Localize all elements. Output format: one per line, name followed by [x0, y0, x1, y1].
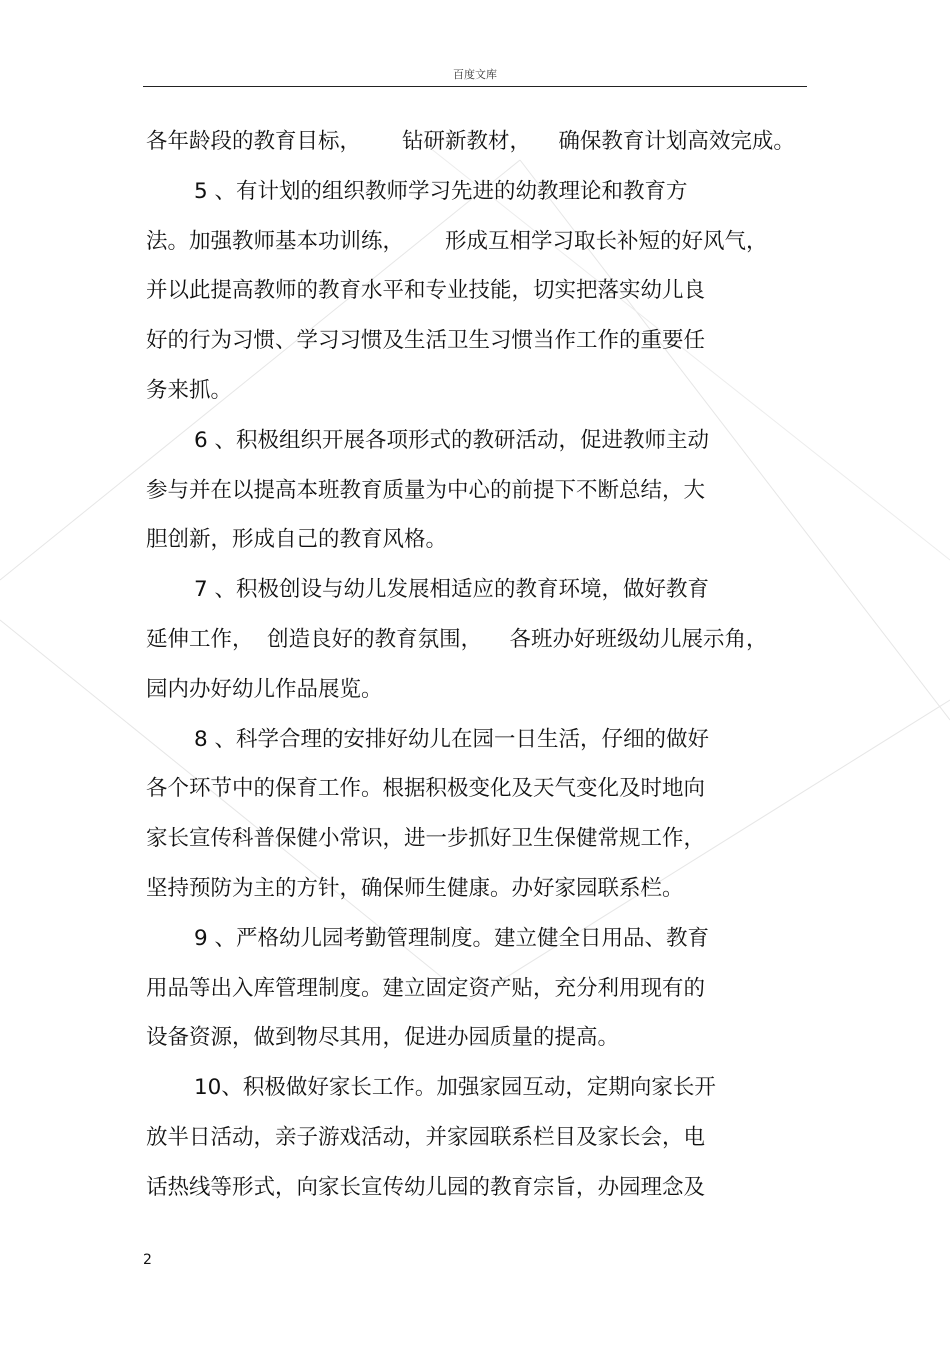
text-line: 放半日活动，亲子游戏活动，并家园联系栏目及家长会，电 — [146, 1125, 706, 1150]
text-line: 5 、有计划的组织教师学习先进的幼教理论和教育方 — [194, 179, 688, 204]
text-line: 延伸工作， 创造良好的教育氛围， 各班办好班级幼儿展示角， — [146, 627, 768, 652]
header-title: 百度文库 — [453, 68, 497, 81]
text-line: 园内办好幼儿作品展览。 — [146, 677, 383, 702]
text-line: 坚持预防为主的方针，确保师生健康。办好家园联系栏。 — [146, 876, 684, 901]
page-number: 2 — [143, 1252, 152, 1268]
text-line: 各年龄段的教育目标， 钻研新教材， 确保教育计划高效完成。 — [146, 129, 795, 154]
text-line: 法。加强教师基本功训练， 形成互相学习取长补短的好风气， — [146, 229, 768, 254]
text-line: 话热线等形式，向家长宣传幼儿园的教育宗旨，办园理念及 — [146, 1175, 706, 1200]
text-line: 7 、积极创设与幼儿发展相适应的教育环境，做好教育 — [194, 577, 710, 602]
text-line: 胆创新，形成自己的教育风格。 — [146, 527, 448, 552]
text-line: 9 、严格幼儿园考勤管理制度。建立健全日用品、教育 — [194, 926, 710, 951]
text-line: 8 、科学合理的安排好幼儿在园一日生活，仔细的做好 — [194, 727, 710, 752]
text-line: 参与并在以提高本班教育质量为中心的前提下不断总结，大 — [146, 478, 706, 503]
text-line: 好的行为习惯、学习习惯及生活卫生习惯当作工作的重要任 — [146, 328, 706, 353]
text-line: 家长宣传科普保健小常识，进一步抓好卫生保健常规工作， — [146, 826, 706, 851]
text-line: 6 、积极组织开展各项形式的教研活动，促进教师主动 — [194, 428, 710, 453]
text-line: 并以此提高教师的教育水平和专业技能，切实把落实幼儿良 — [146, 278, 706, 303]
text-line: 各个环节中的保育工作。根据积极变化及天气变化及时地向 — [146, 776, 706, 801]
text-line: 设备资源，做到物尽其用，促进办园质量的提高。 — [146, 1025, 620, 1050]
header-divider — [143, 86, 807, 87]
text-line: 务来抓。 — [146, 378, 233, 403]
text-line: 用品等出入库管理制度。建立固定资产贴，充分利用现有的 — [146, 976, 706, 1001]
text-line: 10、积极做好家长工作。加强家园互动，定期向家长开 — [194, 1075, 716, 1100]
